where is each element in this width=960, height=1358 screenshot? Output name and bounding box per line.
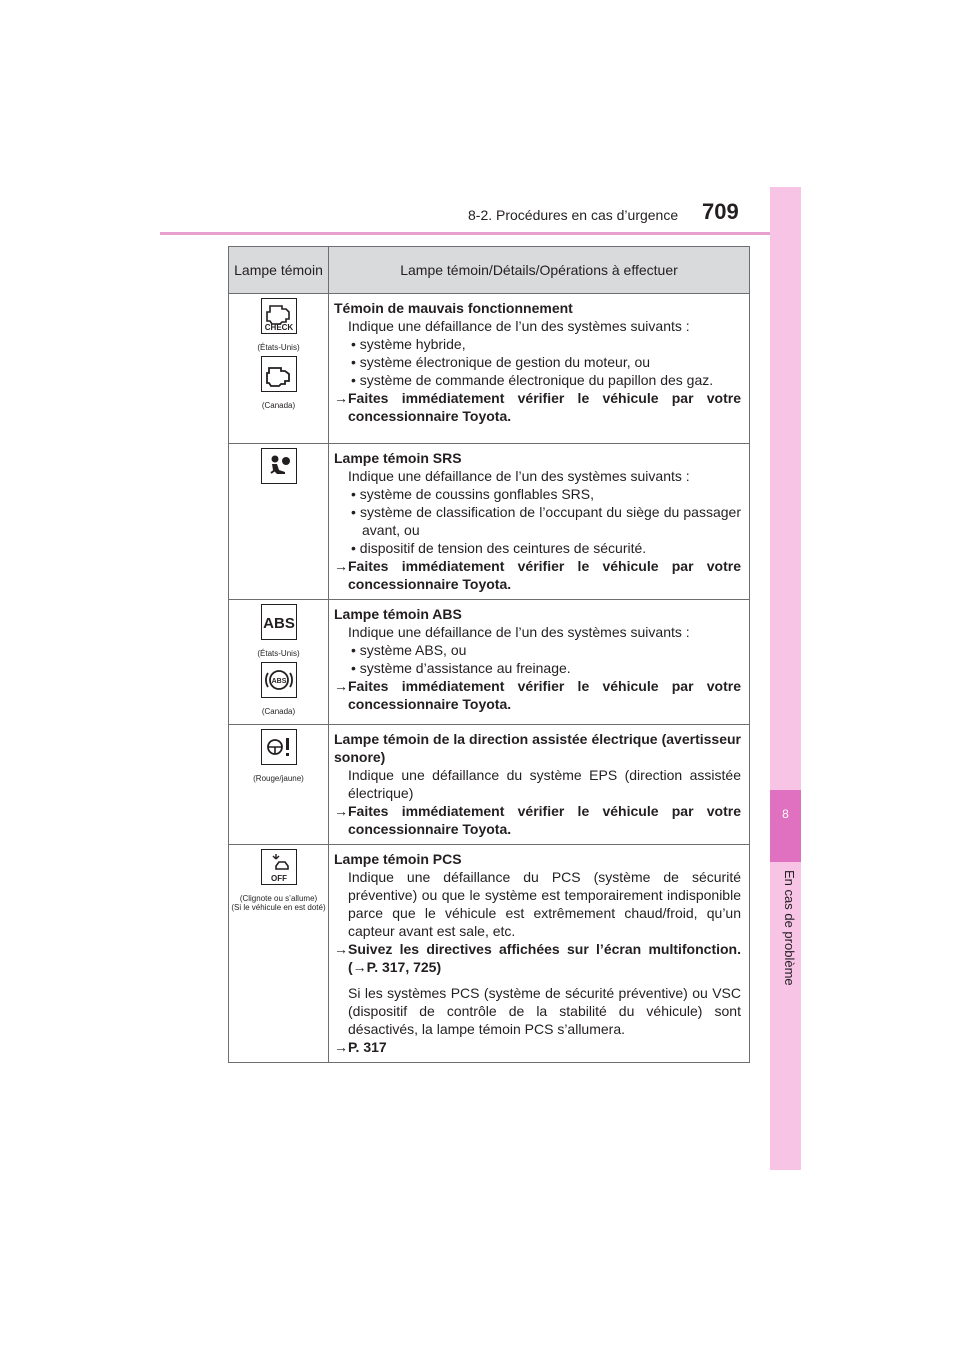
- lamp-title: Témoin de mauvais fonctionnement: [334, 300, 573, 316]
- table-row: [229, 845, 750, 1063]
- bullet-item: • système de classification de l’occupant du siège du passager avant, ou: [351, 504, 741, 538]
- table-row: [229, 725, 750, 845]
- icon-cell: [229, 444, 329, 600]
- action-instruction: →Faites immédiatement vérifier le véhicule par votre concessionnaire Toyota.: [334, 390, 741, 424]
- bullet-item: • système ABS, ou: [351, 642, 467, 658]
- bullet-item: • système hybride,: [351, 336, 466, 352]
- lamp-title: Lampe témoin ABS: [334, 606, 462, 622]
- chapter-number: 8: [770, 790, 801, 862]
- column-header-details: Lampe témoin/Détails/Opérations à effectuer: [329, 247, 750, 294]
- page-number: 709: [702, 199, 739, 224]
- bullet-item: • système d’assistance au freinage.: [351, 660, 571, 676]
- lamp-intro: Indique une défaillance de l’un des systèmes suivants :: [348, 624, 690, 640]
- icon-caption: (Clignote ou s’allume): [239, 894, 318, 903]
- description-cell: [329, 845, 750, 1063]
- description-cell: [329, 600, 750, 725]
- lamp-intro: Indique une défaillance de l’un des systèmes suivants :: [348, 318, 690, 334]
- action-instruction: →Faites immédiatement vérifier le véhicule par votre concessionnaire Toyota.: [334, 803, 741, 837]
- icon-caption: (États-Unis): [257, 649, 300, 658]
- section-title: 8-2. Procédures en cas d’urgence: [468, 207, 679, 223]
- action-instruction: →Faites immédiatement vérifier le véhicule par votre concessionnaire Toyota.: [334, 558, 741, 592]
- icon-cell: [229, 294, 329, 444]
- chapter-title: En cas de problème: [782, 870, 797, 986]
- srs-airbag-icon: [261, 448, 297, 484]
- table-row: [229, 294, 750, 444]
- table-header-row: [229, 247, 750, 294]
- svg-text:CHECK: CHECK: [264, 323, 293, 332]
- abs-text-icon: [261, 604, 297, 640]
- column-header-lamp: Lampe témoin: [229, 247, 329, 294]
- icon-caption-extra: (Si le véhicule en est doté): [231, 903, 326, 912]
- lamp-intro: Indique une défaillance du système EPS (direction assistée électrique): [348, 767, 741, 801]
- svg-text:ABS: ABS: [262, 615, 295, 632]
- icon-cell: [229, 725, 329, 845]
- pcs-off-icon: [261, 849, 297, 885]
- action-instruction: →Suivez les directives affichées sur l’écran multifonction. (→P. 317, 725): [334, 941, 741, 975]
- warning-lights-table: [228, 246, 750, 1063]
- header-rule: [160, 232, 800, 235]
- icon-caption: (Canada): [261, 707, 296, 716]
- table-row: [229, 444, 750, 600]
- lamp-title: Lampe témoin de la direction assistée électrique (avertisseur sonore): [334, 731, 741, 765]
- lamp-title: Lampe témoin SRS: [334, 450, 462, 466]
- bullet-item: • dispositif de tension des ceintures de sécurité.: [351, 540, 647, 556]
- lamp-intro: Indique une défaillance du PCS (système de sécurité préventive) ou que le système est temporairement indisponible parce que le véhicule est extrêmement chaud/froid, qu’un capteur avant est sale, etc.: [348, 869, 741, 939]
- check-engine-icon: [261, 298, 297, 334]
- bullet-item: • système de commande électronique du papillon des gaz.: [351, 372, 714, 388]
- icon-caption: (Rouge/jaune): [253, 774, 304, 783]
- bullet-item: • système électronique de gestion du moteur, ou: [351, 354, 651, 370]
- eps-steering-icon: [261, 729, 297, 765]
- lamp-title: Lampe témoin PCS: [334, 851, 462, 867]
- bullet-item: • système de coussins gonflables SRS,: [351, 486, 595, 502]
- note-paragraph: Si les systèmes PCS (système de sécurité préventive) ou VSC (dispositif de contrôle de la stabilité du véhicule) sont désactivés, la lampe témoin PCS s’allumera.: [348, 985, 741, 1037]
- icon-caption: (Canada): [261, 401, 296, 410]
- action-instruction: →Faites immédiatement vérifier le véhicule par votre concessionnaire Toyota.: [334, 678, 741, 712]
- icon-caption: (États-Unis): [257, 343, 300, 352]
- description-cell: [329, 725, 750, 845]
- engine-icon: [261, 356, 297, 392]
- lamp-intro: Indique une défaillance de l’un des systèmes suivants :: [348, 468, 690, 484]
- svg-text:OFF: OFF: [270, 874, 287, 883]
- note-reference: →P. 317: [334, 1039, 387, 1055]
- description-cell: [329, 294, 750, 444]
- icon-cell: [229, 600, 329, 725]
- icon-cell: [229, 845, 329, 1063]
- svg-text:ABS: ABS: [271, 678, 286, 685]
- abs-circle-icon: [261, 662, 297, 698]
- description-cell: [329, 444, 750, 600]
- table-row: [229, 600, 750, 725]
